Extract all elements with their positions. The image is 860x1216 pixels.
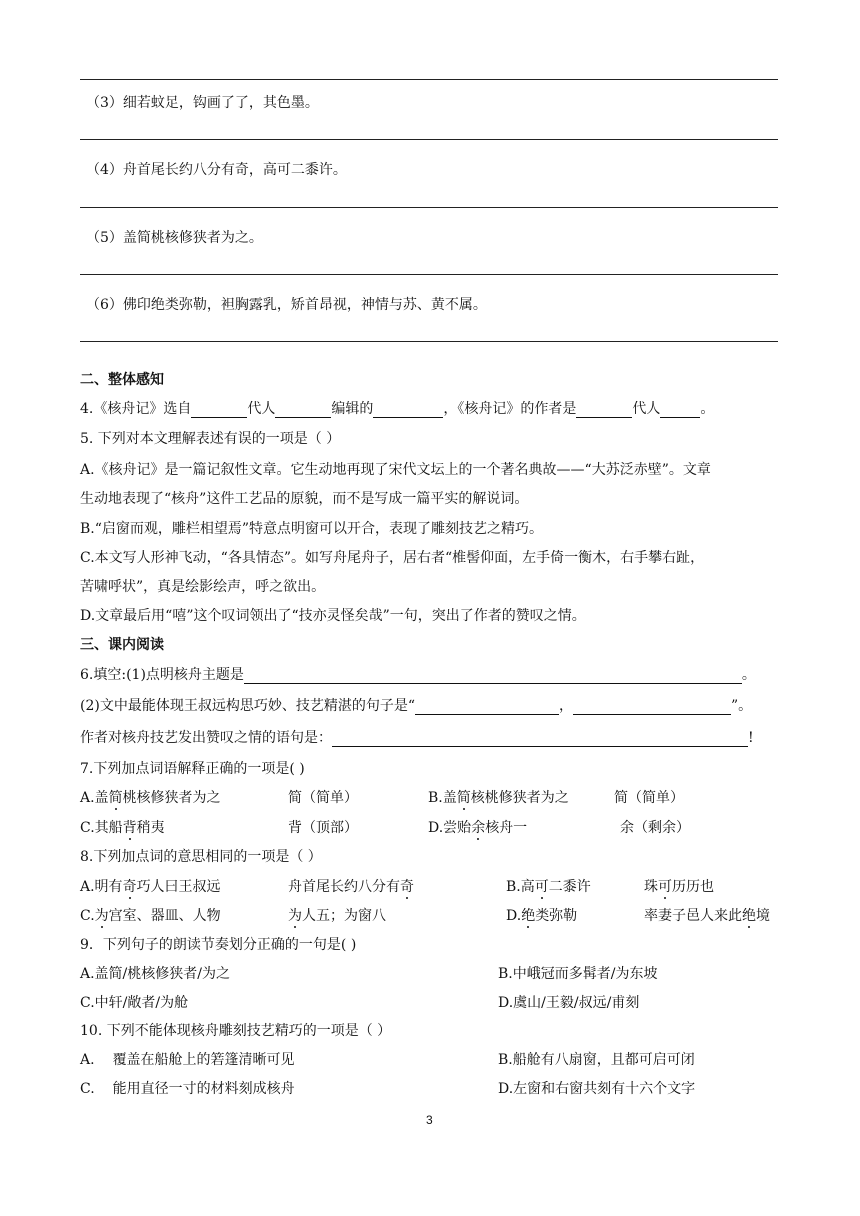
q7-option-a-gloss: 简（简单） bbox=[288, 790, 358, 806]
question-10-stem: 10. 下列不能体现核舟雕刻技艺精巧的一项是（ ） bbox=[80, 1023, 392, 1039]
answer-line-1 bbox=[80, 79, 778, 80]
text: D. bbox=[506, 908, 522, 924]
text: B.高 bbox=[506, 879, 535, 895]
q8-option-b-1[interactable] bbox=[506, 876, 591, 896]
dotted-char: 绝 bbox=[521, 908, 536, 924]
dotted-char: 为 bbox=[94, 908, 109, 924]
blank[interactable] bbox=[332, 731, 748, 747]
q5-option-b[interactable]: B.“启窗而观，雕栏相望焉”特意点明窗可以开合，表现了雕刻技艺之精巧。 bbox=[80, 521, 544, 537]
option-label: A. bbox=[80, 1052, 95, 1068]
dotted-char: 余 bbox=[471, 820, 486, 836]
text: C.其船 bbox=[80, 820, 123, 836]
answer-line-5 bbox=[80, 341, 778, 342]
item-number: （5） bbox=[86, 230, 123, 246]
q4-text: 编辑的 bbox=[331, 401, 374, 417]
text: 类弥勒 bbox=[535, 908, 578, 924]
q10-option-a[interactable] bbox=[80, 1049, 295, 1069]
question-7-stem: 7.下列加点词语解释正确的一项是( ) bbox=[80, 761, 305, 777]
q9-option-a[interactable]: A.盖简/桃核修狭者/为之 bbox=[80, 966, 230, 982]
text: 舟首尾长约八分有 bbox=[288, 879, 400, 895]
option-label: C. bbox=[80, 1081, 95, 1097]
text: C. bbox=[80, 908, 95, 924]
q7-option-a[interactable] bbox=[80, 787, 221, 807]
dotted-char: 奇 bbox=[122, 879, 137, 895]
q7-option-b[interactable] bbox=[428, 787, 569, 807]
text: 核舟一 bbox=[485, 820, 528, 836]
q6-text: (2)文中最能体现王叔远构思巧妙、技艺精湛的句子是“ bbox=[80, 698, 415, 714]
translation-item-3 bbox=[86, 92, 319, 112]
question-6-line-3 bbox=[80, 727, 754, 747]
question-5-stem: 5. 下列对本文理解表述有误的一项是（ ） bbox=[80, 431, 341, 447]
q5-option-c[interactable]: C.本文写人形神飞动，“各具情态”。如写舟尾舟子，居右者“椎髻仰面，左手倚一衡木，右手攀右趾， bbox=[80, 550, 705, 566]
q8-option-d-1[interactable] bbox=[506, 905, 577, 925]
q9-option-b[interactable]: B.中峨冠而多髯者/为东坡 bbox=[498, 966, 658, 982]
text: B.盖 bbox=[428, 790, 457, 806]
q7-option-d[interactable] bbox=[428, 817, 527, 837]
text: 历历也 bbox=[672, 879, 714, 895]
q6-text: ”。 bbox=[731, 698, 753, 714]
blank[interactable] bbox=[415, 699, 559, 715]
q6-text: 6.填空:(1)点明核舟主题是 bbox=[80, 667, 244, 683]
item-number: （4） bbox=[86, 162, 123, 178]
item-number: （3） bbox=[86, 95, 123, 111]
item-text: 舟首尾长约八分有奇，高可二黍许。 bbox=[122, 162, 347, 178]
q9-option-c[interactable]: C.中轩/敞者/为舱 bbox=[80, 995, 189, 1011]
q6-text: ， bbox=[559, 698, 573, 714]
q10-option-b[interactable]: B.船舱有八扇窗，且都可启可闭 bbox=[498, 1052, 695, 1068]
text: 宫室、器皿、人物 bbox=[108, 908, 221, 924]
blank[interactable] bbox=[275, 402, 331, 418]
question-8-stem: 8.下列加点词的意思相同的一项是（ ） bbox=[80, 849, 322, 865]
q4-text: ，《核舟记》的作者是 bbox=[443, 401, 577, 417]
page-number: 3 bbox=[426, 1113, 433, 1127]
q6-text: ! bbox=[748, 730, 754, 746]
q5-option-a[interactable]: A.《核舟记》是一篇记叙性文章。它生动地再现了宋代文坛上的一个著名典故——“大苏泛赤壁”。文章 bbox=[80, 462, 711, 478]
q7-option-d-gloss: 余（剩余） bbox=[620, 820, 690, 836]
item-text: 细若蚊足，钩画了了，其色墨。 bbox=[122, 95, 319, 111]
dotted-char: 简 bbox=[456, 790, 471, 806]
answer-line-2 bbox=[80, 139, 778, 140]
q8-option-d-2 bbox=[644, 905, 770, 925]
answer-line-4 bbox=[80, 274, 778, 275]
q7-option-b-gloss: 简（简单） bbox=[614, 790, 684, 806]
question-4 bbox=[80, 398, 714, 418]
q8-option-c-1[interactable] bbox=[80, 905, 221, 925]
question-6-line-1 bbox=[80, 664, 756, 684]
q10-option-c[interactable] bbox=[80, 1078, 295, 1098]
option-text: 能用直径一寸的材料刻成核舟 bbox=[112, 1081, 295, 1097]
q5-option-a-cont: 生动地表现了“核舟”这件工艺品的原貌，而不是写成一篇平实的解说词。 bbox=[80, 491, 529, 507]
option-text: 覆盖在船舱上的箬篷清晰可见 bbox=[112, 1052, 295, 1068]
dotted-char: 为 bbox=[288, 908, 302, 924]
section-heading-3: 三、课内阅读 bbox=[80, 637, 164, 653]
blank[interactable] bbox=[191, 402, 247, 418]
q6-text: 。 bbox=[741, 667, 756, 683]
text: A.明有 bbox=[80, 879, 123, 895]
blank[interactable] bbox=[660, 402, 700, 418]
text: 珠 bbox=[644, 879, 658, 895]
question-6-line-2 bbox=[80, 695, 752, 715]
text: 境 bbox=[756, 908, 770, 924]
item-text: 盖简桃核修狭者为之。 bbox=[122, 230, 263, 246]
question-9-stem: 9．下列句子的朗读节奏划分正确的一句是( ) bbox=[80, 937, 357, 953]
item-text: 佛印绝类弥勒，袒胸露乳，矫首昂视，神情与苏、黄不属。 bbox=[122, 297, 487, 313]
translation-item-5 bbox=[86, 227, 263, 247]
q9-option-d[interactable]: D.虞山/王毅/叔远/甫刻 bbox=[498, 995, 640, 1011]
q8-option-a-2 bbox=[288, 876, 414, 896]
text: 核桃修狭者为之 bbox=[470, 790, 569, 806]
text: 人五；为窗八 bbox=[302, 908, 386, 924]
q7-option-c[interactable] bbox=[80, 817, 165, 837]
text: 二黍许 bbox=[548, 879, 591, 895]
q8-option-a-1[interactable] bbox=[80, 876, 221, 896]
dotted-char: 可 bbox=[534, 879, 549, 895]
translation-item-4 bbox=[86, 159, 347, 179]
blank[interactable] bbox=[576, 402, 632, 418]
q8-option-c-2 bbox=[288, 905, 386, 925]
q8-option-b-2 bbox=[644, 876, 714, 896]
dotted-char: 可 bbox=[658, 879, 672, 895]
dotted-char: 简 bbox=[108, 790, 123, 806]
q4-text: 。 bbox=[700, 401, 715, 417]
translation-item-6 bbox=[86, 294, 487, 314]
answer-line-3 bbox=[80, 207, 778, 208]
q4-text: 代人 bbox=[247, 401, 276, 417]
text: D.尝贻 bbox=[428, 820, 472, 836]
text: 稍夷 bbox=[136, 820, 165, 836]
q4-text: 代人 bbox=[632, 401, 661, 417]
item-number: （6） bbox=[86, 297, 123, 313]
q7-option-c-gloss: 背（顶部） bbox=[288, 820, 358, 836]
q6-text: 作者对核舟技艺发出赞叹之情的语句是： bbox=[80, 730, 332, 746]
text: 率妻子邑人来此 bbox=[644, 908, 742, 924]
text: 巧人曰王叔远 bbox=[136, 879, 221, 895]
dotted-char: 背 bbox=[122, 820, 137, 836]
q5-option-d[interactable]: D.文章最后用“嘻”这个叹词领出了“技亦灵怪矣哉”一句，突出了作者的赞叹之情。 bbox=[80, 608, 586, 624]
text: A.盖 bbox=[80, 790, 109, 806]
dotted-char: 奇 bbox=[400, 879, 414, 895]
text: 桃核修狭者为之 bbox=[122, 790, 221, 806]
section-heading-2: 二、整体感知 bbox=[80, 372, 164, 388]
q4-text: 4.《核舟记》选自 bbox=[80, 401, 192, 417]
q5-option-c-cont: 苦啸呼状”，真是绘影绘声，呼之欲出。 bbox=[80, 579, 326, 595]
blank[interactable] bbox=[573, 699, 731, 715]
dotted-char: 绝 bbox=[742, 908, 756, 924]
blank[interactable] bbox=[373, 402, 443, 418]
q10-option-d[interactable]: D.左窗和右窗共刻有十六个文字 bbox=[498, 1081, 696, 1097]
blank[interactable] bbox=[244, 668, 742, 684]
